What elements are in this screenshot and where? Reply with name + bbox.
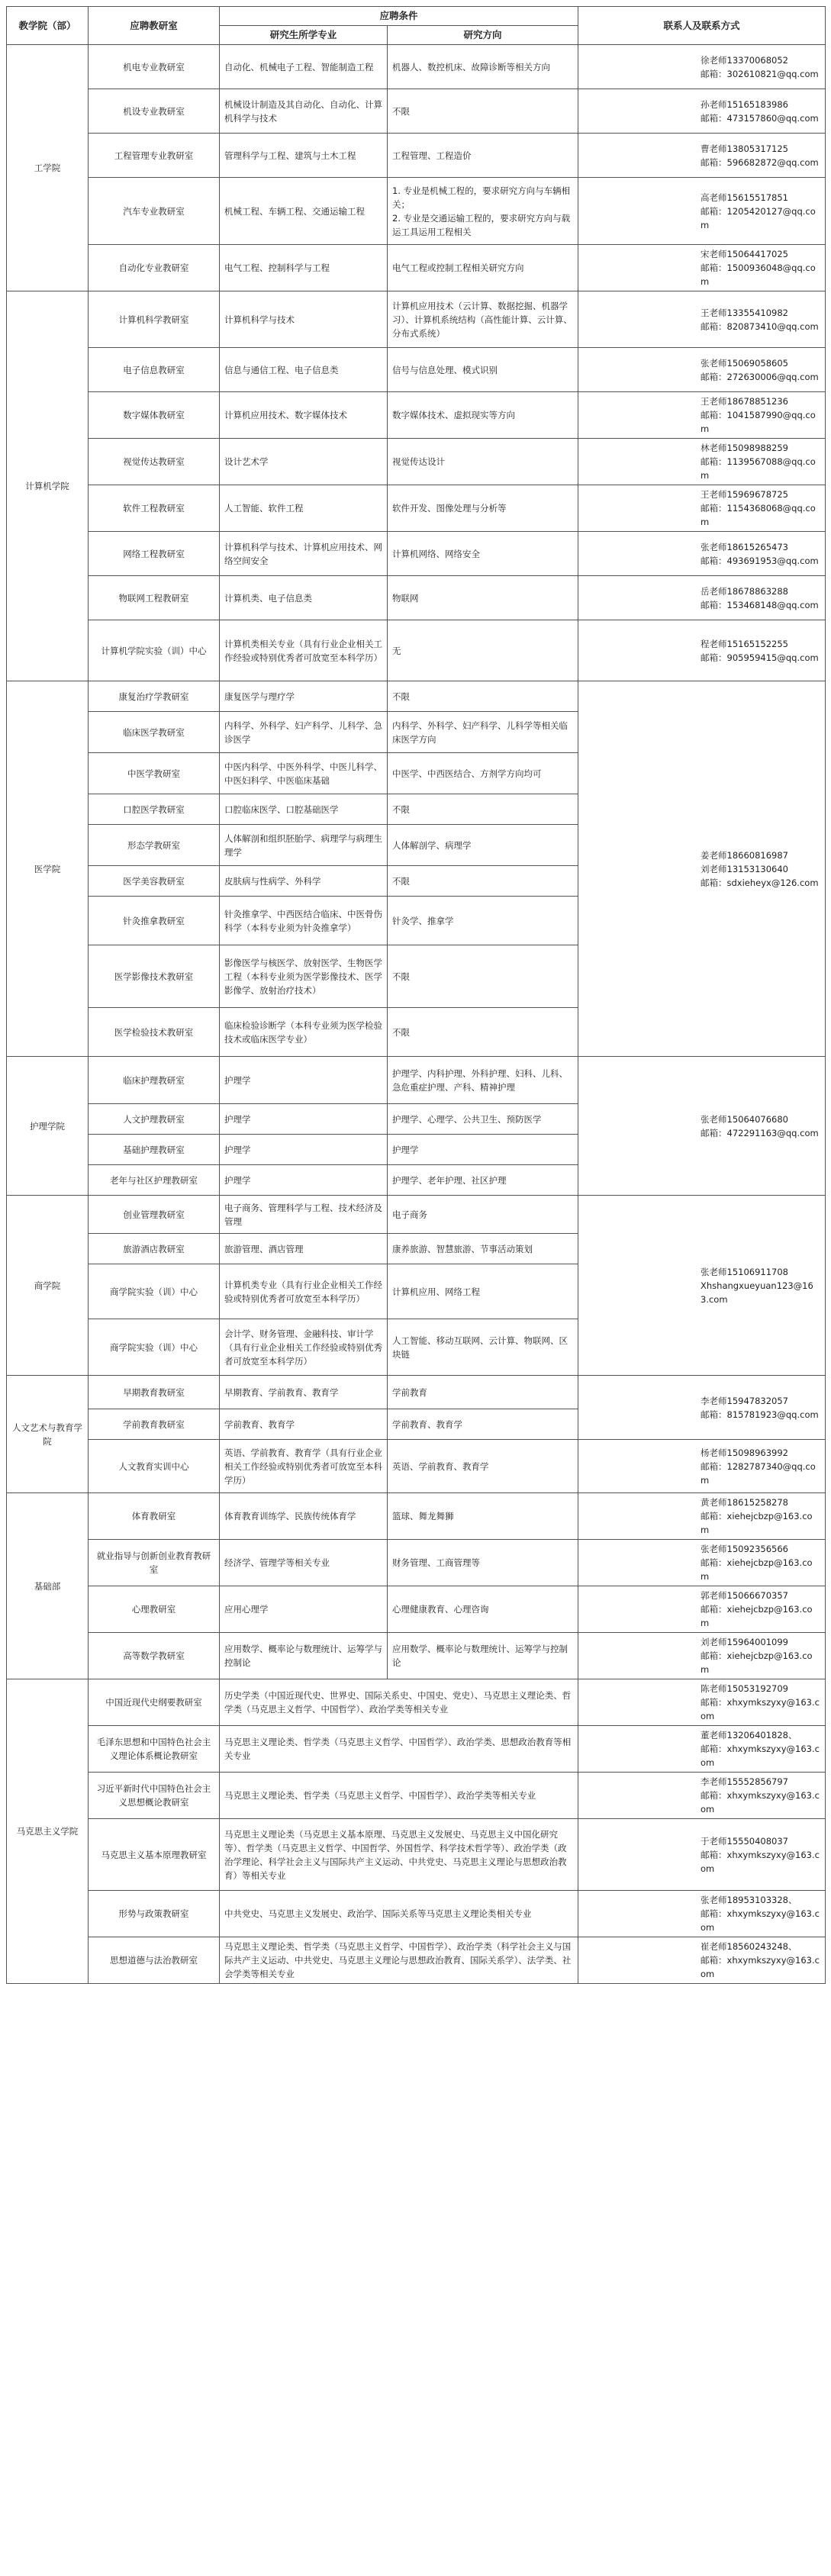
contact-line: Xhshangxueyuan123@163.com: [701, 1280, 813, 1305]
major-cell: 计算机类专业（具有行业企业相关工作经验或特别优秀者可放宽至本科学历）: [220, 1264, 388, 1319]
table-row: [7, 576, 826, 620]
table-row: [7, 1937, 826, 1984]
recruitment-table: [6, 6, 826, 1984]
direction-cell: 数字媒体技术、虚拟现实等方向: [388, 392, 578, 439]
direction-cell: 护理学、老年护理、社区护理: [388, 1165, 578, 1196]
direction-line: 2. 专业是交通运输工程的，要求研究方向与载运工具运用工程相关: [392, 212, 571, 237]
major-cell: 马克思主义理论类、哲学类（马克思主义哲学、中国哲学）、政治学类、思想政治教育等相关专业: [220, 1726, 578, 1773]
major-cell: 早期教育、学前教育、教育学: [220, 1376, 388, 1409]
room-cell: 老年与社区护理教研室: [89, 1165, 220, 1196]
college-cell: 基础部: [7, 1493, 89, 1679]
room-cell: 康复治疗学教研室: [89, 681, 220, 712]
direction-cell: 不限: [388, 1008, 578, 1057]
direction-cell: 计算机应用技术（云计算、数据挖掘、机器学习）、计算机系统结构（高性能计算、云计算、分布式系统）: [388, 291, 578, 348]
major-cell: 电子商务、管理科学与工程、技术经济及管理: [220, 1196, 388, 1234]
contact-cell: [578, 392, 826, 439]
room-cell: 商学院实验（训）中心: [89, 1319, 220, 1376]
room-cell: 临床护理教研室: [89, 1057, 220, 1104]
table-row: [7, 1493, 826, 1540]
table-row: [7, 392, 826, 439]
direction-cell: 学前教育: [388, 1376, 578, 1409]
room-cell: 就业指导与创新创业教育教研室: [89, 1540, 220, 1586]
room-cell: 旅游酒店教研室: [89, 1234, 220, 1264]
contact-cell: [578, 681, 826, 1057]
major-cell: 影像医学与核医学、放射医学、生物医学工程（本科专业须为医学影像技术、医学影像学、放射治疗技术）: [220, 945, 388, 1008]
contact-line: 邮箱：xiehejcbzp@163.com: [701, 1511, 813, 1535]
major-cell: 机械工程、车辆工程、交通运输工程: [220, 178, 388, 245]
room-cell: 临床医学教研室: [89, 712, 220, 753]
contact-line: 曹老师13805317125: [701, 143, 788, 154]
room-cell: 工程管理专业教研室: [89, 134, 220, 178]
contact-line: 郭老师15066670357: [701, 1590, 788, 1601]
contact-cell: [578, 1196, 826, 1376]
room-cell: 创业管理教研室: [89, 1196, 220, 1234]
header-room: 应聘教研室: [89, 7, 220, 45]
contact-line: 邮箱：815781923@qq.com: [701, 1409, 819, 1420]
room-cell: 习近平新时代中国特色社会主义思想概论教研室: [89, 1773, 220, 1819]
contact-line: 张老师18615265473: [701, 541, 788, 552]
contact-line: 邮箱：1205420127@qq.com: [701, 205, 816, 230]
direction-cell: 应用数学、概率论与数理统计、运筹学与控制论: [388, 1633, 578, 1679]
room-cell: 体育教研室: [89, 1493, 220, 1540]
room-cell: 网络工程教研室: [89, 532, 220, 576]
major-cell: 计算机类、电子信息类: [220, 576, 388, 620]
table-row: [7, 1891, 826, 1937]
contact-line: 邮箱：xiehejcbzp@163.com: [701, 1604, 813, 1628]
table-row: [7, 1726, 826, 1773]
contact-cell: [578, 439, 826, 485]
contact-line: 董老师13206401828、: [701, 1730, 797, 1740]
contact-cell: [578, 134, 826, 178]
direction-cell: 篮球、舞龙舞狮: [388, 1493, 578, 1540]
direction-cell: 不限: [388, 866, 578, 897]
contact-line: 徐老师13370068052: [701, 54, 788, 66]
table-row: [7, 89, 826, 134]
direction-cell: 无: [388, 620, 578, 681]
contact-line: 邮箱：272630006@qq.com: [701, 371, 819, 382]
major-cell: 旅游管理、酒店管理: [220, 1234, 388, 1264]
room-cell: 马克思主义基本原理教研室: [89, 1819, 220, 1891]
contact-line: 黄老师18615258278: [701, 1497, 788, 1508]
table-row: [7, 1773, 826, 1819]
contact-line: 邮箱：596682872@qq.com: [701, 156, 819, 168]
contact-line: 邮箱：xhxymkszyxy@163.com: [701, 1908, 820, 1933]
major-cell: 会计学、财务管理、金融科技、审计学（具有行业企业相关工作经验或特别优秀者可放宽至本科学历）: [220, 1319, 388, 1376]
major-cell: 计算机类相关专业（具有行业企业相关工作经验或特别优秀者可放宽至本科学历）: [220, 620, 388, 681]
direction-cell: 护理学、心理学、公共卫生、预防医学: [388, 1104, 578, 1135]
contact-line: 邮箱：472291163@qq.com: [701, 1127, 819, 1138]
major-cell: 管理科学与工程、建筑与土木工程: [220, 134, 388, 178]
contact-line: 李老师15947832057: [701, 1395, 788, 1406]
contact-line: 孙老师15165183986: [701, 98, 788, 110]
table-row: [7, 485, 826, 532]
direction-cell: 不限: [388, 945, 578, 1008]
direction-cell: [388, 178, 578, 245]
contact-line: 邮箱：473157860@qq.com: [701, 112, 819, 124]
contact-cell: [578, 178, 826, 245]
room-cell: 学前教育教研室: [89, 1409, 220, 1440]
room-cell: 商学院实验（训）中心: [89, 1264, 220, 1319]
college-cell: 护理学院: [7, 1057, 89, 1196]
room-cell: 数字媒体教研室: [89, 392, 220, 439]
room-cell: 基础护理教研室: [89, 1135, 220, 1165]
table-row: [7, 1376, 826, 1409]
major-cell: 机械设计制造及其自动化、自动化、计算机科学与技术: [220, 89, 388, 134]
contact-line: 张老师15064076680: [701, 1113, 788, 1125]
contact-line: 邮箱：153468148@qq.com: [701, 599, 819, 610]
table-row: [7, 134, 826, 178]
major-cell: 人体解剖和组织胚胎学、病理学与病理生理学: [220, 825, 388, 866]
contact-line: 邮箱：xhxymkszyxy@163.com: [701, 1849, 820, 1874]
table-row: [7, 1057, 826, 1104]
contact-cell: [578, 1679, 826, 1726]
major-cell: 自动化、机械电子工程、智能制造工程: [220, 45, 388, 89]
contact-line: 于老师15550408037: [701, 1835, 788, 1847]
direction-cell: 护理学、内科护理、外科护理、妇科、儿科、急危重症护理、产科、精神护理: [388, 1057, 578, 1104]
direction-cell: 物联网: [388, 576, 578, 620]
major-cell: 皮肤病与性病学、外科学: [220, 866, 388, 897]
direction-cell: 人工智能、移动互联网、云计算、物联网、区块链: [388, 1319, 578, 1376]
contact-cell: [578, 1891, 826, 1937]
major-cell: 应用数学、概率论与数理统计、运筹学与控制论: [220, 1633, 388, 1679]
header-conditions: 应聘条件: [220, 7, 578, 26]
contact-line: 邮箱：xiehejcbzp@163.com: [701, 1650, 813, 1675]
direction-cell: 信号与信息处理、模式识别: [388, 348, 578, 392]
direction-cell: 心理健康教育、心理咨询: [388, 1586, 578, 1633]
major-cell: 计算机应用技术、数字媒体技术: [220, 392, 388, 439]
direction-line: 1. 专业是机械工程的，要求研究方向与车辆相关；: [392, 185, 571, 210]
table-row: [7, 620, 826, 681]
contact-line: 邮箱：xhxymkszyxy@163.com: [701, 1744, 820, 1768]
major-cell: 护理学: [220, 1057, 388, 1104]
contact-line: 宋老师15064417025: [701, 249, 788, 259]
direction-cell: 软件开发、图像处理与分析等: [388, 485, 578, 532]
major-cell: 设计艺术学: [220, 439, 388, 485]
direction-cell: 中医学、中西医结合、方剂学方向均可: [388, 753, 578, 794]
major-cell: 马克思主义理论类、哲学类（马克思主义哲学、中国哲学）、政治学类（科学社会主义与国际共产主义运动、中共党史、马克思主义理论与思想政治教育、国际关系学）、法学类、社会学类等相关专业: [220, 1937, 578, 1984]
contact-line: 杨老师15098963992: [701, 1447, 788, 1458]
room-cell: 针灸推拿教研室: [89, 897, 220, 945]
room-cell: 心理教研室: [89, 1586, 220, 1633]
major-cell: 计算机科学与技术、计算机应用技术、网络空间安全: [220, 532, 388, 576]
table-row: [7, 1819, 826, 1891]
major-cell: 英语、学前教育、教育学（具有行业企业相关工作经验或特别优秀者可放宽至本科学历）: [220, 1440, 388, 1493]
room-cell: 医学检验技术教研室: [89, 1008, 220, 1057]
contact-line: 邮箱：302610821@qq.com: [701, 68, 819, 79]
contact-line: 刘老师13153130640: [701, 863, 788, 874]
major-cell: 康复医学与理疗学: [220, 681, 388, 712]
direction-cell: 康养旅游、智慧旅游、节事活动策划: [388, 1234, 578, 1264]
contact-line: 邮箱：1282787340@qq.com: [701, 1460, 816, 1486]
direction-cell: 学前教育、教育学: [388, 1409, 578, 1440]
recruitment-table-wrapper: [6, 6, 825, 1984]
contact-cell: [578, 532, 826, 576]
contact-cell: [578, 1726, 826, 1773]
major-cell: 中医内科学、中医外科学、中医儿科学、中医妇科学、中医临床基础: [220, 753, 388, 794]
contact-line: 王老师18678851236: [701, 396, 788, 407]
contact-line: 王老师15969678725: [701, 489, 788, 500]
contact-line: 张老师15106911708: [701, 1266, 788, 1277]
contact-cell: [578, 1586, 826, 1633]
contact-cell: [578, 485, 826, 532]
contact-line: 崔老师18560243248、: [701, 1941, 797, 1952]
college-cell: 计算机学院: [7, 291, 89, 681]
table-row: [7, 245, 826, 291]
contact-line: 邮箱：1139567088@qq.com: [701, 456, 816, 481]
contact-line: 李老师15552856797: [701, 1776, 788, 1787]
table-row: [7, 1633, 826, 1679]
room-cell: 医学美容教研室: [89, 866, 220, 897]
major-cell: 口腔临床医学、口腔基础医学: [220, 794, 388, 825]
contact-line: 邮箱：xhxymkszyxy@163.com: [701, 1697, 820, 1721]
contact-cell: [578, 45, 826, 89]
room-cell: 中医学教研室: [89, 753, 220, 794]
major-cell: 内科学、外科学、妇产科学、儿科学、急诊医学: [220, 712, 388, 753]
contact-line: 邮箱：1154368068@qq.com: [701, 503, 816, 527]
room-cell: 机电专业教研室: [89, 45, 220, 89]
contact-line: 邮箱：xhxymkszyxy@163.com: [701, 1790, 820, 1814]
major-cell: 马克思主义理论类、哲学类（马克思主义哲学、中国哲学）、政治学类等相关专业: [220, 1773, 578, 1819]
contact-cell: [578, 1440, 826, 1493]
major-cell: 信息与通信工程、电子信息类: [220, 348, 388, 392]
table-row: [7, 1586, 826, 1633]
contact-cell: [578, 1493, 826, 1540]
contact-line: 邮箱：493691953@qq.com: [701, 555, 819, 566]
table-row: [7, 1679, 826, 1726]
room-cell: 思想道德与法治教研室: [89, 1937, 220, 1984]
room-cell: 物联网工程教研室: [89, 576, 220, 620]
contact-cell: [578, 245, 826, 291]
major-cell: 学前教育、教育学: [220, 1409, 388, 1440]
room-cell: 医学影像技术教研室: [89, 945, 220, 1008]
major-cell: 马克思主义理论类（马克思主义基本原理、马克思主义发展史、马克思主义中国化研究等）、哲学类（马克思主义哲学、中国哲学、外国哲学、科学技术哲学等）、政治学类（政治学理论、科学社会主义与国际共产主义运动、中共党史、马克思主义理论与思想政治教育）等相关专业: [220, 1819, 578, 1891]
room-cell: 计算机学院实验（训）中心: [89, 620, 220, 681]
major-cell: 体育教育训练学、民族传统体育学: [220, 1493, 388, 1540]
contact-line: 程老师15165152255: [701, 638, 788, 649]
table-row: [7, 178, 826, 245]
contact-line: 陈老师15053192709: [701, 1683, 788, 1694]
header-contact: 联系人及联系方式: [578, 7, 826, 45]
table-row: [7, 1196, 826, 1234]
college-cell: 商学院: [7, 1196, 89, 1376]
direction-cell: 不限: [388, 681, 578, 712]
major-cell: 护理学: [220, 1165, 388, 1196]
contact-line: 林老师15098988259: [701, 443, 788, 453]
major-cell: 人工智能、软件工程: [220, 485, 388, 532]
direction-cell: 不限: [388, 89, 578, 134]
contact-line: 王老师13355410982: [701, 307, 788, 318]
room-cell: 高等数学教研室: [89, 1633, 220, 1679]
college-cell: 医学院: [7, 681, 89, 1057]
table-row: [7, 532, 826, 576]
direction-cell: 视觉传达设计: [388, 439, 578, 485]
room-cell: 自动化专业教研室: [89, 245, 220, 291]
room-cell: 人文护理教研室: [89, 1104, 220, 1135]
contact-line: 邮箱：xiehejcbzp@163.com: [701, 1557, 813, 1582]
contact-cell: [578, 1937, 826, 1984]
contact-cell: [578, 1057, 826, 1196]
contact-cell: [578, 291, 826, 348]
contact-cell: [578, 1773, 826, 1819]
direction-cell: 财务管理、工商管理等: [388, 1540, 578, 1586]
contact-line: 岳老师18678863288: [701, 585, 788, 597]
major-cell: 针灸推拿学、中西医结合临床、中医骨伤科学（本科专业须为针灸推拿学）: [220, 897, 388, 945]
contact-line: 邮箱：1500936048@qq.com: [701, 262, 816, 287]
room-cell: 机设专业教研室: [89, 89, 220, 134]
contact-line: 邮箱：xhxymkszyxy@163.com: [701, 1955, 820, 1979]
contact-cell: [578, 1376, 826, 1440]
major-cell: 计算机科学与技术: [220, 291, 388, 348]
major-cell: 护理学: [220, 1135, 388, 1165]
contact-line: 张老师15092356566: [701, 1544, 788, 1554]
room-cell: 中国近现代史纲要教研室: [89, 1679, 220, 1726]
table-row: [7, 348, 826, 392]
direction-cell: 不限: [388, 794, 578, 825]
table-row: [7, 45, 826, 89]
table-row: [7, 681, 826, 712]
header-direction: 研究方向: [388, 26, 578, 45]
direction-cell: 护理学: [388, 1135, 578, 1165]
direction-cell: 人体解剖学、病理学: [388, 825, 578, 866]
college-cell: 人文艺术与教育学院: [7, 1376, 89, 1493]
room-cell: 早期教育教研室: [89, 1376, 220, 1409]
major-cell: 护理学: [220, 1104, 388, 1135]
college-cell: 工学院: [7, 45, 89, 291]
major-cell: 应用心理学: [220, 1586, 388, 1633]
contact-line: 张老师15069058605: [701, 357, 788, 369]
contact-cell: [578, 1540, 826, 1586]
room-cell: 软件工程教研室: [89, 485, 220, 532]
contact-cell: [578, 348, 826, 392]
contact-cell: [578, 89, 826, 134]
table-row: [7, 439, 826, 485]
major-cell: 经济学、管理学等相关专业: [220, 1540, 388, 1586]
contact-line: 邮箱：820873410@qq.com: [701, 320, 819, 332]
contact-cell: [578, 1819, 826, 1891]
table-row: [7, 1440, 826, 1493]
contact-line: 高老师15615517851: [701, 192, 788, 203]
room-cell: 计算机科学教研室: [89, 291, 220, 348]
direction-cell: 针灸学、推拿学: [388, 897, 578, 945]
direction-cell: 工程管理、工程造价: [388, 134, 578, 178]
header-college: 教学院（部）: [7, 7, 89, 45]
direction-cell: 计算机应用、网络工程: [388, 1264, 578, 1319]
contact-line: 邮箱：905959415@qq.com: [701, 652, 819, 663]
contact-cell: [578, 1633, 826, 1679]
room-cell: 形势与政策教研室: [89, 1891, 220, 1937]
contact-cell: [578, 576, 826, 620]
major-cell: 临床检验诊断学（本科专业须为医学检验技术或临床医学专业）: [220, 1008, 388, 1057]
table-row: [7, 291, 826, 348]
room-cell: 视觉传达教研室: [89, 439, 220, 485]
major-cell: 中共党史、马克思主义发展史、政治学、国际关系等马克思主义理论类相关专业: [220, 1891, 578, 1937]
room-cell: 汽车专业教研室: [89, 178, 220, 245]
contact-line: 张老师18953103328、: [701, 1895, 797, 1905]
direction-cell: 电子商务: [388, 1196, 578, 1234]
major-cell: 历史学类（中国近现代史、世界史、国际关系史、中国史、党史）、马克思主义理论类、哲学类（马克思主义哲学、中国哲学）、政治学类等相关专业: [220, 1679, 578, 1726]
direction-cell: 英语、学前教育、教育学: [388, 1440, 578, 1493]
direction-cell: 内科学、外科学、妇产科学、儿科学等相关临床医学方向: [388, 712, 578, 753]
direction-cell: 电气工程或控制工程相关研究方向: [388, 245, 578, 291]
room-cell: 人文教育实训中心: [89, 1440, 220, 1493]
room-cell: 毛泽东思想和中国特色社会主义理论体系概论教研室: [89, 1726, 220, 1773]
college-cell: 马克思主义学院: [7, 1679, 89, 1984]
direction-cell: 计算机网络、网络安全: [388, 532, 578, 576]
room-cell: 口腔医学教研室: [89, 794, 220, 825]
contact-line: 邮箱：sdxieheyx@126.com: [701, 877, 819, 888]
table-row: [7, 1540, 826, 1586]
contact-line: 姜老师18660816987: [701, 849, 788, 861]
major-cell: 电气工程、控制科学与工程: [220, 245, 388, 291]
table-body: [7, 45, 826, 1984]
header-major: 研究生所学专业: [220, 26, 388, 45]
contact-line: 刘老师15964001099: [701, 1637, 788, 1647]
contact-cell: [578, 620, 826, 681]
contact-line: 邮箱：1041587990@qq.com: [701, 410, 816, 434]
direction-cell: 机器人、数控机床、故障诊断等相关方向: [388, 45, 578, 89]
room-cell: 电子信息教研室: [89, 348, 220, 392]
room-cell: 形态学教研室: [89, 825, 220, 866]
